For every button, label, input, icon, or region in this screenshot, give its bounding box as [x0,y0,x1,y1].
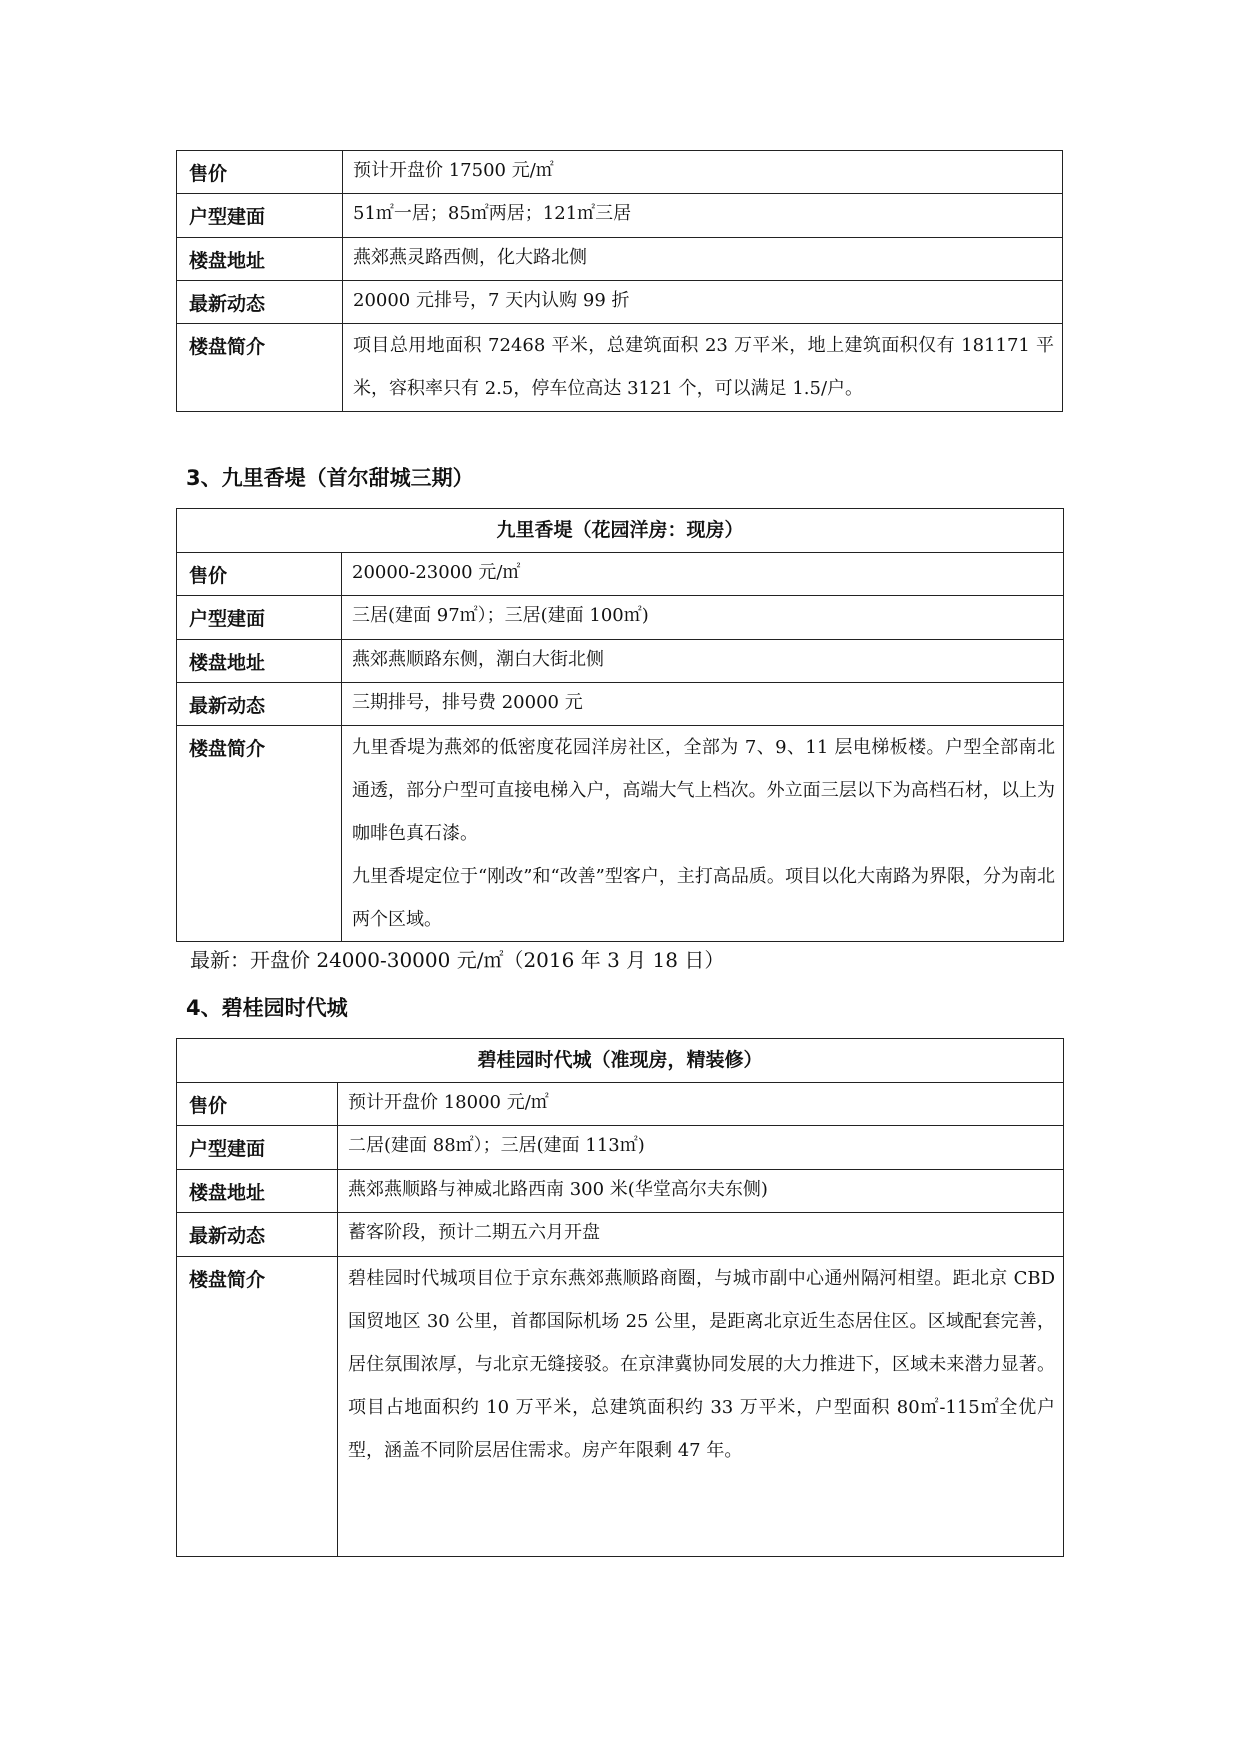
table-row [177,683,1064,726]
row-key: 户型建面 [177,596,342,640]
row-value: 预计开盘价 18000 元/㎡ [338,1083,1064,1126]
table-row [177,1126,1064,1170]
section-3-title: 3、九里香堤（首尔甜城三期） [186,466,474,490]
table-row [177,194,1063,238]
row-value: 二居(建面 88㎡）；三居(建面 113㎡) [338,1126,1064,1170]
row-key: 户型建面 [177,194,343,238]
row-value: 20000-23000 元/㎡ [342,553,1064,596]
intro-text: 碧桂园时代城项目位于京东燕郊燕顺路商圈，与城市副中心通州隔河相望。距北京 CBD 国贸地区 30 公里，首都国际机场 25 公里，是距离北京近生态居住区。区域配套完善，居住氛围浓厚，与北京无缝接驳。在京津冀协同发展的大力推进下，区域未来潜力显著。项目占地面积约 10 万平米，总建筑面积约 33 万平米，户型面积 80㎡-115㎡全优户型，涵盖不同阶层居住需求。房产年限剩 47 年。 [348,1268,1056,1461]
table-row [177,324,1063,412]
table-row [177,1083,1064,1126]
row-key: 楼盘简介 [177,1257,338,1557]
table-header-row [177,509,1064,553]
latest-price-note: 最新：开盘价 24000-30000 元/㎡（2016 年 3 月 18 日） [190,948,725,972]
table-row [177,238,1063,281]
row-key: 楼盘地址 [177,640,342,683]
intro-text: 项目总用地面积 72468 平米，总建筑面积 23 万平米，地上建筑面积仅有 181171 平米，容积率只有 2.5，停车位高达 3121 个，可以满足 1.5/户。 [353,335,1054,399]
row-key: 最新动态 [177,281,343,324]
row-value [342,726,1064,942]
table-row [177,151,1063,194]
row-key: 楼盘简介 [177,726,342,942]
section-4-title: 4、碧桂园时代城 [186,996,348,1020]
property-table-1 [176,150,1063,412]
row-key: 楼盘地址 [177,1170,338,1213]
row-value [338,1257,1064,1557]
row-key: 最新动态 [177,683,342,726]
property-table-3 [176,1038,1064,1557]
row-value: 燕郊燕顺路与神威北路西南 300 米(华堂高尔夫东侧) [338,1170,1064,1213]
row-value [343,324,1063,412]
row-value: 51㎡一居；85㎡两居；121㎡三居 [343,194,1063,238]
table-row [177,1257,1064,1557]
table-row [177,553,1064,596]
row-key: 楼盘地址 [177,238,343,281]
table-header: 九里香堤（花园洋房：现房） [177,509,1064,553]
row-value: 20000 元排号，7 天内认购 99 折 [343,281,1063,324]
row-value: 三居(建面 97㎡）；三居(建面 100㎡) [342,596,1064,640]
intro-paragraph-2: 九里香堤定位于“刚改”和“改善”型客户，主打高品质。项目以化大南路为界限，分为南北两个区域。 [352,866,1056,930]
table-row [177,281,1063,324]
row-key: 楼盘简介 [177,324,343,412]
intro-paragraph-1: 九里香堤为燕郊的低密度花园洋房社区，全部为 7、9、11 层电梯板楼。户型全部南北通透，部分户型可直接电梯入户，高端大气上档次。外立面三层以下为高档石材，以上为咖啡色真石漆。 [352,737,1056,844]
row-key: 最新动态 [177,1213,338,1257]
property-table-2 [176,508,1064,942]
table-row [177,596,1064,640]
table-row [177,1170,1064,1213]
row-value: 蓄客阶段，预计二期五六月开盘 [338,1213,1064,1257]
row-key: 售价 [177,151,343,194]
table-row [177,1213,1064,1257]
row-key: 售价 [177,1083,338,1126]
table-header-row [177,1039,1064,1083]
row-value: 三期排号，排号费 20000 元 [342,683,1064,726]
row-value: 预计开盘价 17500 元/㎡ [343,151,1063,194]
table-row [177,726,1064,942]
table-row [177,640,1064,683]
row-value: 燕郊燕顺路东侧，潮白大街北侧 [342,640,1064,683]
row-key: 户型建面 [177,1126,338,1170]
table-header: 碧桂园时代城（准现房，精装修） [177,1039,1064,1083]
row-value: 燕郊燕灵路西侧，化大路北侧 [343,238,1063,281]
row-key: 售价 [177,553,342,596]
